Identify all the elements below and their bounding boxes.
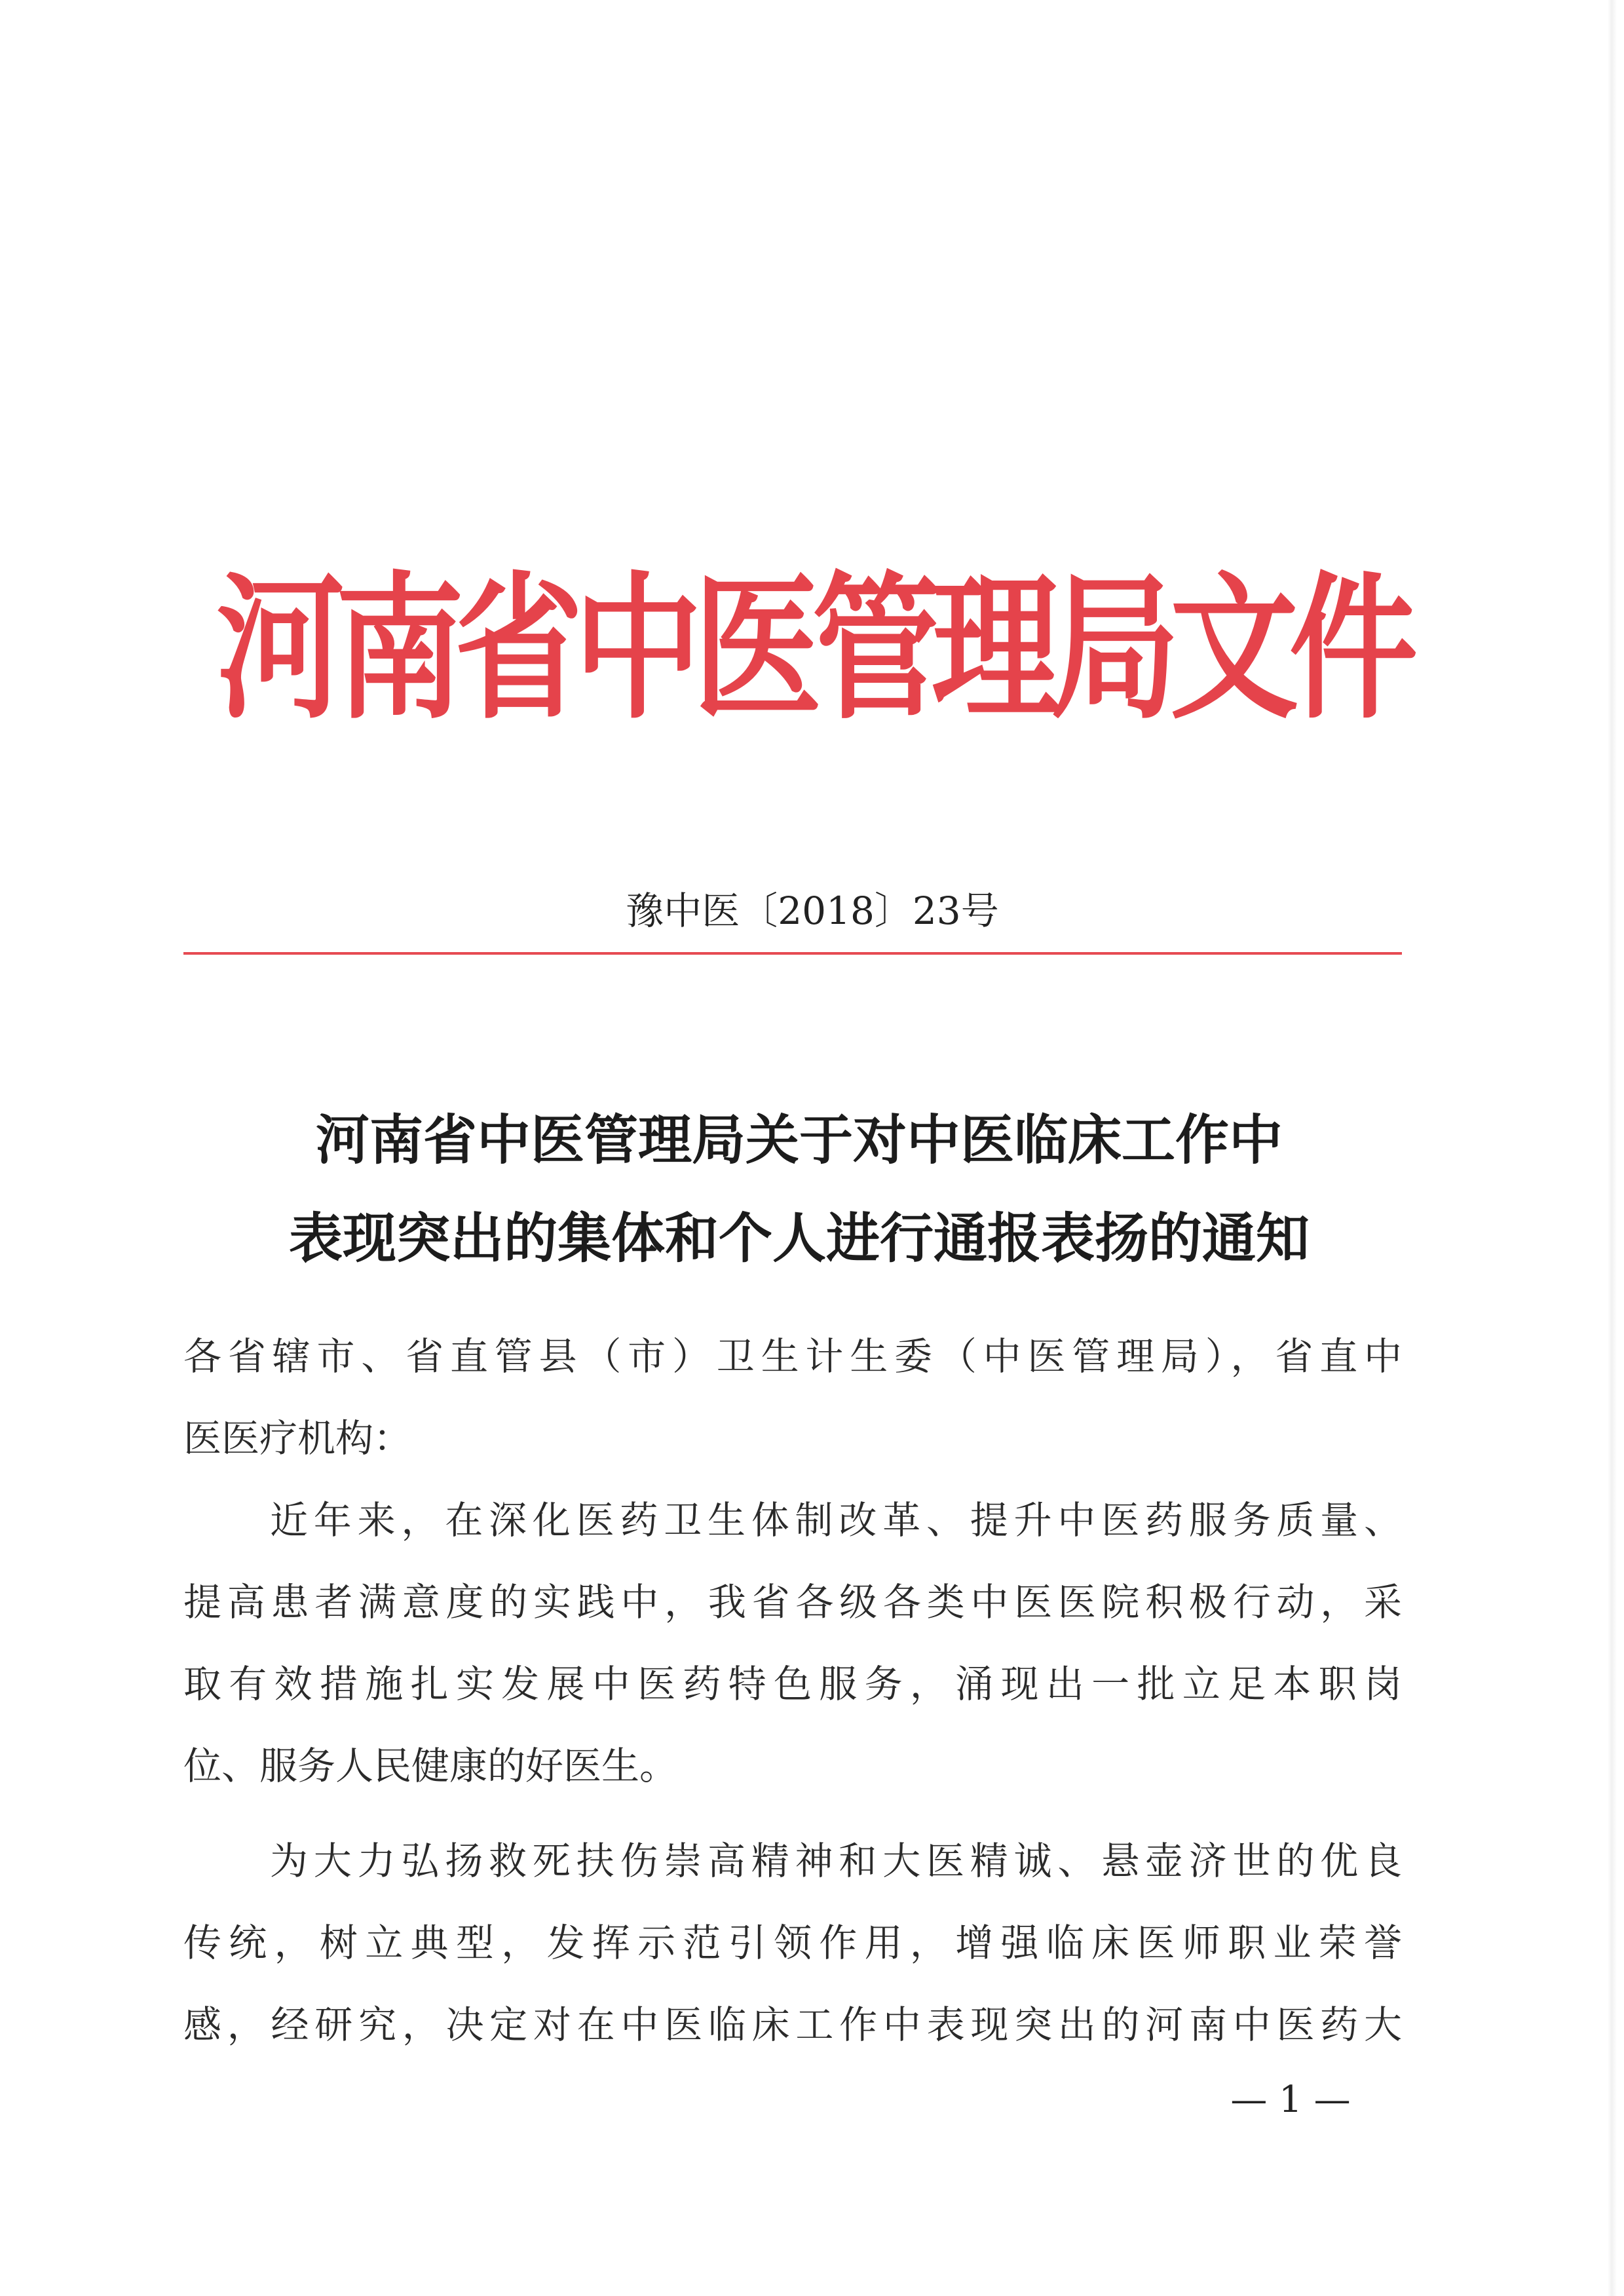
body-paragraph-1-line-3: 取有效措施扎实发展中医药特色服务，涌现出一批立足本职岗 (183, 1662, 1402, 1706)
document-number: 豫中医〔2018〕23号 (626, 889, 999, 933)
notice-title-line-2: 表现突出的集体和个人进行通报表扬的通知 (288, 1207, 1310, 1270)
body-paragraph-2-line-3: 感，经研究，决定对在中医临床工作中表现突出的河南中医药大 (183, 2002, 1402, 2047)
page-number: — 1 — (1230, 2078, 1351, 2121)
red-divider-line (183, 952, 1402, 955)
addressee-line-1: 各省辖市、省直管县（市）卫生计生委（中医管理局），省直中 (183, 1334, 1402, 1379)
body-paragraph-1-line-4: 位、服务人民健康的好医生。 (183, 1744, 678, 1788)
body-paragraph-2-line-2: 传统，树立典型，发挥示范引领作用，增强临床医师职业荣誉 (183, 1921, 1402, 1965)
issuing-authority-header: 河南省中医管理局文件 (216, 556, 1408, 741)
scan-edge-shadow (1608, 0, 1617, 2296)
body-paragraph-2-line-1: 为大力弘扬救死扶伤崇高精神和大医精诚、悬壶济世的优良 (270, 1839, 1402, 1883)
notice-title-line-1: 河南省中医管理局关于对中医临床工作中 (315, 1109, 1283, 1172)
body-paragraph-1-line-2: 提高患者满意度的实践中，我省各级各类中医医院积极行动，采 (183, 1580, 1402, 1624)
addressee-line-2: 医医疗机构： (183, 1416, 412, 1461)
body-paragraph-1-line-1: 近年来，在深化医药卫生体制改革、提升中医药服务质量、 (270, 1498, 1402, 1542)
